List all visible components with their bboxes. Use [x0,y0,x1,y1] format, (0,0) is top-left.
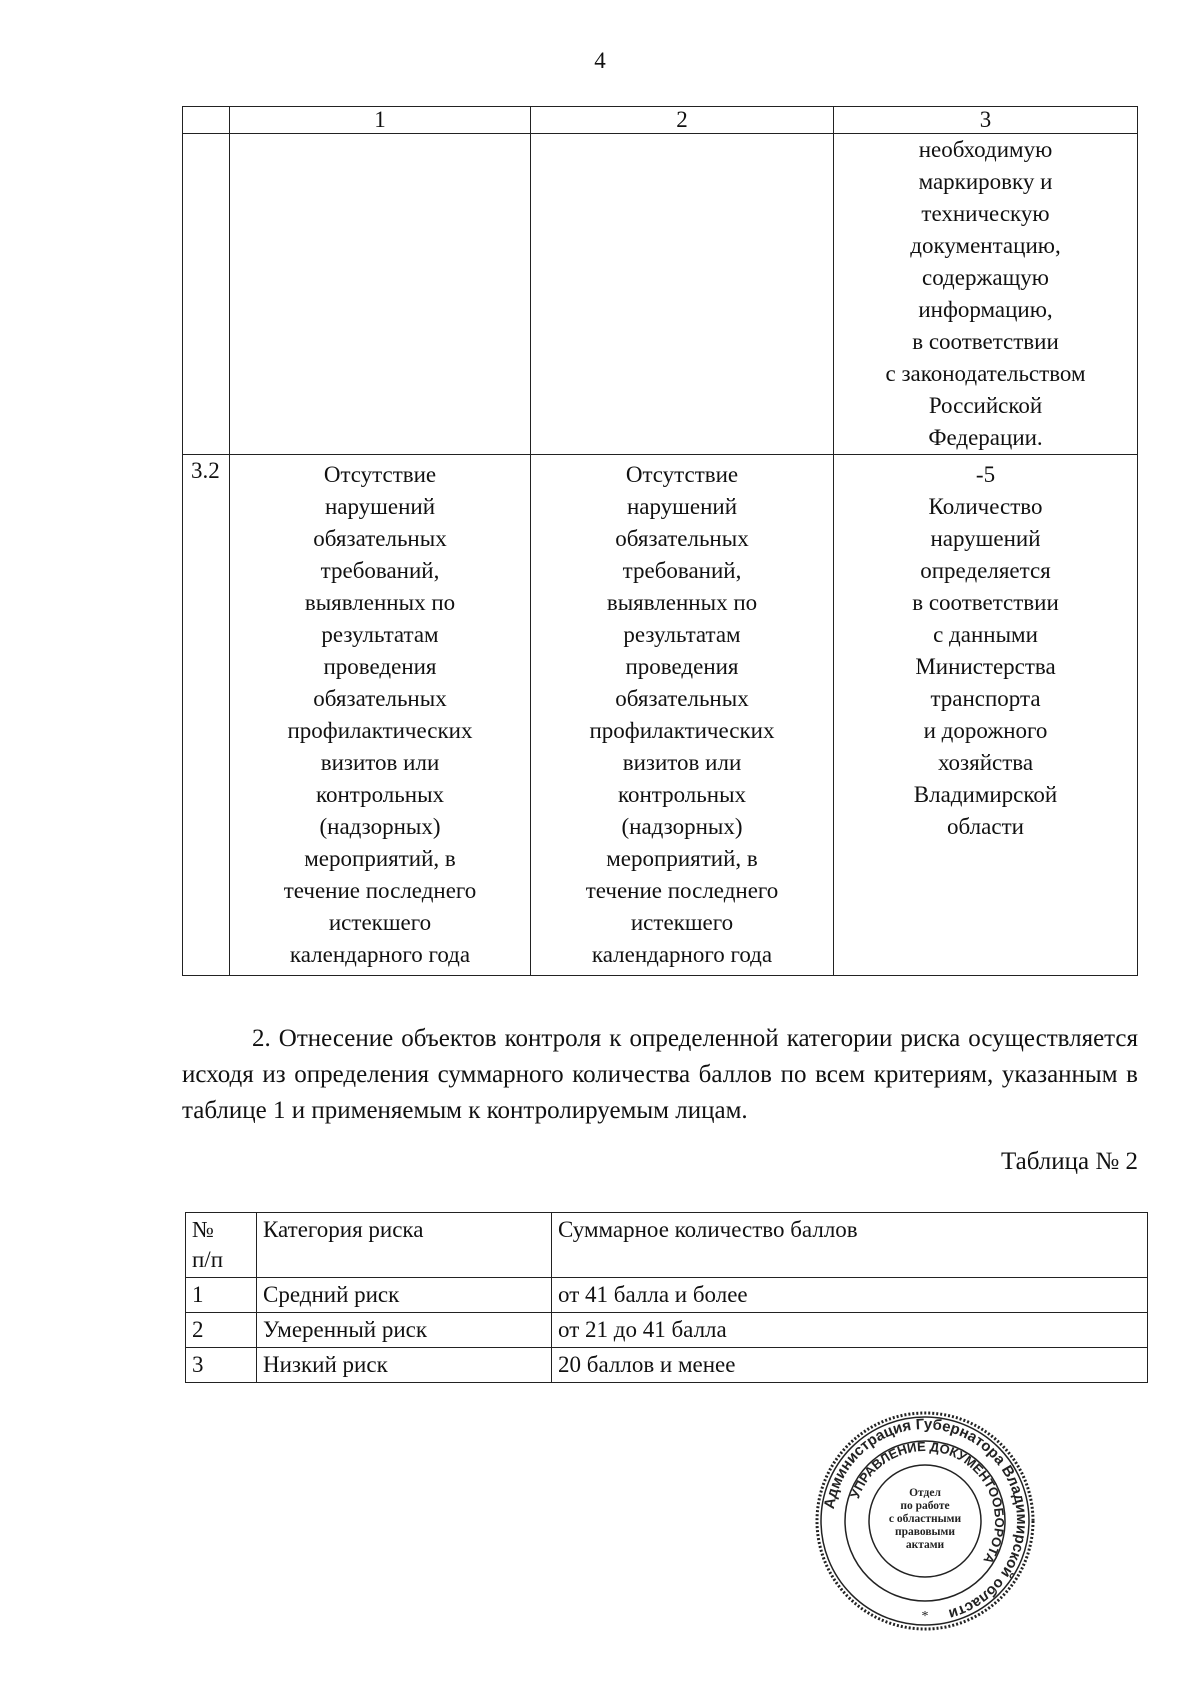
cell-col3: необходимую маркировку и техническую документацию, содержащую информацию, в соответствии с законодательством Российской Федерации. [834,134,1138,455]
cell-col1: Отсутствие нарушений обязательных требований, выявленных по результатам проведения обязательных профилактических визитов или контрольных (надзорных) мероприятий, в течение последнего истекшего календарного года [230,455,531,976]
page-number: 4 [594,48,606,73]
header-cell-category: Категория риска [257,1213,552,1278]
header-cell-2: 2 [531,107,834,134]
cell-score: 20 баллов и менее [552,1348,1148,1383]
cell-col2 [531,134,834,455]
header-cell-1: 1 [230,107,531,134]
cell-score: от 41 балла и более [552,1278,1148,1313]
table-row [186,1348,1148,1383]
cell-num: 3 [186,1348,257,1383]
table-row [183,134,1138,455]
cell-num: 2 [186,1313,257,1348]
table-row [183,455,1138,976]
cell-col2: Отсутствие нарушений обязательных требований, выявленных по результатам проведения обязательных профилактических визитов или контрольных (надзорных) мероприятий, в течение последнего истекшего календарного года [531,455,834,976]
stamp-center-line: Отдел [909,1487,941,1499]
cell-num [183,134,230,455]
header-cell-3: 3 [834,107,1138,134]
criteria-table [182,106,1138,976]
cell-col3: -5 Количество нарушений определяется в соответствии с данными Министерства транспорта и дорожного хозяйства Владимирской области [834,455,1138,976]
stamp-star: * [921,1609,929,1624]
cell-score: от 21 до 41 балла [552,1313,1148,1348]
stamp-center-line: с областными [888,1513,962,1525]
risk-category-table [185,1212,1148,1383]
stamp-center-line: актами [905,1539,945,1551]
cell-num: 3.2 [183,455,230,976]
body-paragraph [182,1021,1138,1129]
official-stamp [814,1410,1036,1632]
table-row [186,1278,1148,1313]
cell-category: Средний риск [257,1278,552,1313]
stamp-center-line: правовыми [894,1526,956,1538]
paragraph-text: 2. Отнесение объектов контроля к определенной категории риска осуществляется исходя из определения суммарного количества баллов по всем критериям, указанным в таблице 1 и применяемым к контролируемым лицам. [182,1025,1138,1124]
cell-num: 1 [186,1278,257,1313]
cell-col1 [230,134,531,455]
stamp-center-line: по работе [900,1500,950,1512]
stamp-inner-text: УПРАВЛЕНИЕ ДОКУМЕНТООБОРОТА [847,1438,1008,1567]
header-cell-score: Суммарное количество баллов [552,1213,1148,1278]
header-cell-num: № п/п [186,1213,257,1278]
table-caption: Таблица № 2 [1000,1148,1138,1175]
table-row [186,1313,1148,1348]
table-header-row [186,1213,1148,1278]
stamp-outer-text: Администрация Губернатора Владимирской области [820,1415,1031,1623]
header-cell-num [183,107,230,134]
table-header-row [183,107,1138,134]
stamp-center-text [889,1487,962,1551]
cell-category: Умеренный риск [257,1313,552,1348]
cell-category: Низкий риск [257,1348,552,1383]
